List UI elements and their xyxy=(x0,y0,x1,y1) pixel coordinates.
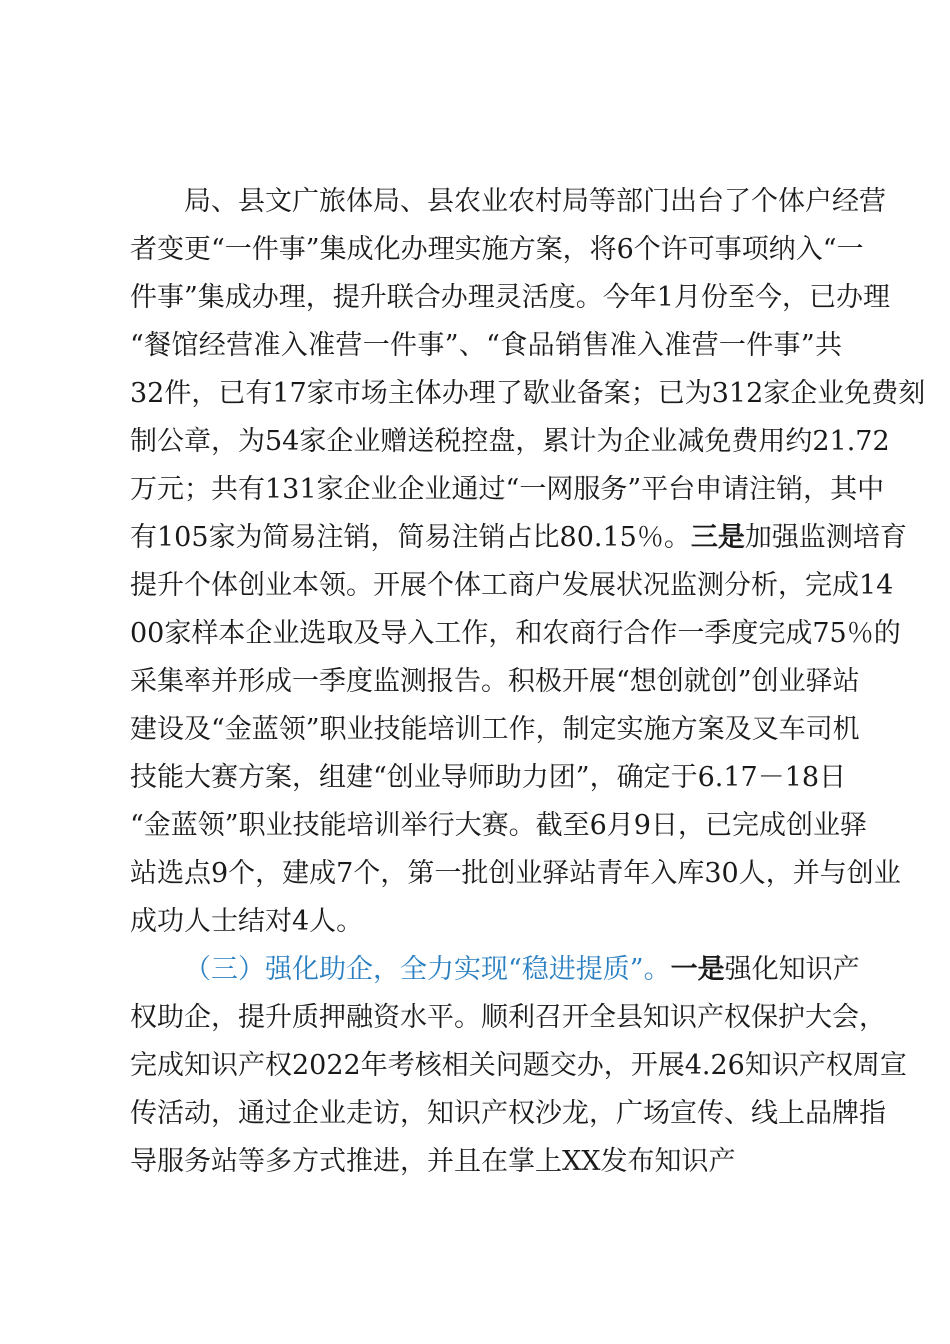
paragraph-line: 采集率并形成一季度监测报告。积极开展“想创就创”创业驿站 xyxy=(130,666,860,697)
paragraph-line: 技能大赛方案，组建“创业导师助力团”，确定于6.17－18日 xyxy=(130,762,847,793)
line-text-after: 加强监测培育 xyxy=(744,522,907,553)
paragraph-line: 成功人士结对4人。 xyxy=(130,906,364,937)
paragraph-line: 32件，已有17家市场主体办理了歇业备案；已为312家企业免费刻 xyxy=(130,378,926,409)
paragraph-line: 权助企，提升质押融资水平。顺利召开全县知识产权保护大会， xyxy=(130,1002,886,1033)
paragraph-line: “餐馆经营准入准营一件事”、“食品销售准入准营一件事”共 xyxy=(130,330,842,361)
paragraph-line: 站选点9个，建成7个，第一批创业驿站青年入库30人，并与创业 xyxy=(130,858,901,889)
paragraph-line: 万元；共有131家企业企业通过“一网服务”平台申请注销，其中 xyxy=(130,474,885,505)
paragraph-line: 00家样本企业选取及导入工作，和农商行合作一季度完成75％的 xyxy=(130,618,901,649)
bold-lead: 三是 xyxy=(690,522,745,553)
paragraph-line: 提升个体创业本领。开展个体工商户发展状况监测分析，完成14 xyxy=(130,570,894,601)
paragraph-line: 局、县文广旅体局、县农业农村局等部门出台了个体户经营 xyxy=(184,186,886,217)
line-text-after: 强化知识产 xyxy=(724,954,860,985)
paragraph-line: 传活动，通过企业走访，知识产权沙龙，广场宣传、线上品牌指 xyxy=(130,1098,886,1129)
paragraph-line: 完成知识产权2022年考核相关问题交办，开展4.26知识产权周宣 xyxy=(130,1050,907,1081)
section-heading: （三）强化助企，全力实现“稳进提质”。 xyxy=(184,954,671,985)
paragraph-line: 件事”集成办理，提升联合办理灵活度。今年1月份至今，已办理 xyxy=(130,282,890,313)
section-heading-line xyxy=(184,950,860,990)
paragraph-line: 导服务站等多方式推进，并且在掌上XX发布知识产 xyxy=(130,1146,736,1177)
paragraph-line-with-bold xyxy=(130,518,907,558)
paragraph-line: “金蓝领”职业技能培训举行大赛。截至6月9日，已完成创业驿 xyxy=(130,810,867,841)
paragraph-line: 建设及“金蓝领”职业技能培训工作，制定实施方案及叉车司机 xyxy=(130,714,860,745)
paragraph-line: 制公章，为54家企业赠送税控盘，累计为企业减免费用约21.72 xyxy=(130,426,890,457)
bold-lead: 一是 xyxy=(670,954,725,985)
line-text-before: 有105家为简易注销，简易注销占比80.15％。 xyxy=(130,522,691,553)
paragraph-line: 者变更“一件事”集成化办理实施方案，将6个许可事项纳入“一 xyxy=(130,234,864,265)
